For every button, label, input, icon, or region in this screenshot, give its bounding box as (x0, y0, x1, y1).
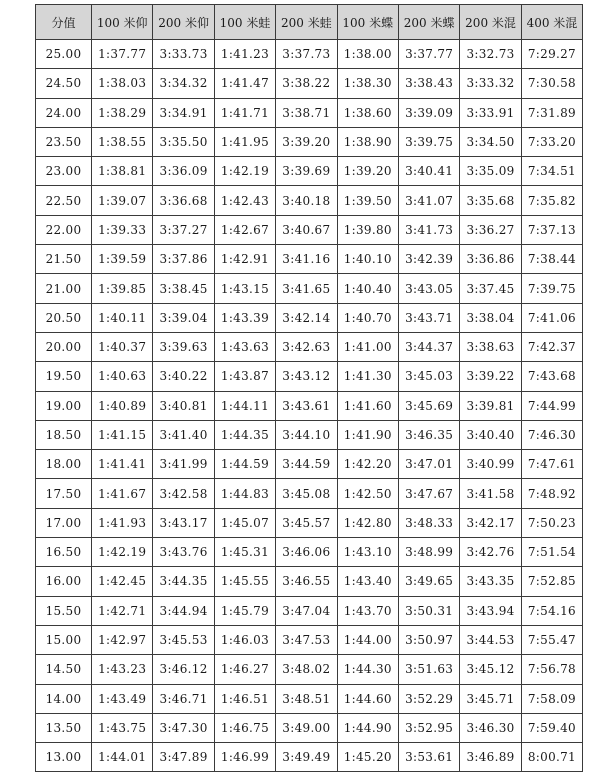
table-row (36, 245, 583, 274)
scoring-table-document (35, 4, 582, 772)
table-row (36, 567, 583, 596)
time-cell: 3:41.99 (153, 450, 214, 479)
time-cell: 1:41.30 (337, 362, 398, 391)
time-cell: 1:39.80 (337, 215, 398, 244)
time-cell: 1:45.55 (214, 567, 275, 596)
table-row (36, 186, 583, 215)
time-cell: 3:39.81 (460, 391, 521, 420)
time-cell: 7:47.61 (521, 450, 582, 479)
time-cell: 3:43.94 (460, 596, 521, 625)
time-cell: 3:41.58 (460, 479, 521, 508)
time-cell: 3:36.68 (153, 186, 214, 215)
time-cell: 3:42.76 (460, 538, 521, 567)
time-cell: 3:48.51 (276, 684, 337, 713)
header-event: 200 米蝶 (398, 5, 459, 40)
time-cell: 1:40.63 (92, 362, 153, 391)
time-cell: 7:48.92 (521, 479, 582, 508)
time-cell: 3:39.69 (276, 157, 337, 186)
time-cell: 3:42.14 (276, 303, 337, 332)
time-cell: 1:46.99 (214, 743, 275, 772)
time-cell: 1:43.40 (337, 567, 398, 596)
time-cell: 1:45.79 (214, 596, 275, 625)
time-cell: 1:42.71 (92, 596, 153, 625)
time-cell: 7:30.58 (521, 69, 582, 98)
score-cell: 17.00 (36, 508, 92, 537)
table-row (36, 596, 583, 625)
time-cell: 3:36.09 (153, 157, 214, 186)
header-event: 100 米蛙 (214, 5, 275, 40)
time-cell: 3:44.10 (276, 420, 337, 449)
score-cell: 22.00 (36, 215, 92, 244)
time-cell: 3:38.22 (276, 69, 337, 98)
time-cell: 3:45.57 (276, 508, 337, 537)
time-cell: 3:50.31 (398, 596, 459, 625)
score-cell: 18.50 (36, 420, 92, 449)
time-cell: 1:41.95 (214, 127, 275, 156)
time-cell: 3:42.39 (398, 245, 459, 274)
time-cell: 1:40.40 (337, 274, 398, 303)
time-cell: 3:49.00 (276, 713, 337, 742)
time-cell: 1:46.75 (214, 713, 275, 742)
score-cell: 23.00 (36, 157, 92, 186)
time-cell: 3:45.69 (398, 391, 459, 420)
table-row (36, 274, 583, 303)
time-cell: 3:39.22 (460, 362, 521, 391)
time-cell: 3:38.43 (398, 69, 459, 98)
time-cell: 1:41.90 (337, 420, 398, 449)
time-cell: 1:38.60 (337, 98, 398, 127)
time-cell: 1:41.71 (214, 98, 275, 127)
time-cell: 3:43.76 (153, 538, 214, 567)
time-cell: 7:43.68 (521, 362, 582, 391)
time-cell: 3:44.35 (153, 567, 214, 596)
score-cell: 16.00 (36, 567, 92, 596)
time-cell: 7:56.78 (521, 655, 582, 684)
time-cell: 1:41.60 (337, 391, 398, 420)
time-cell: 1:42.80 (337, 508, 398, 537)
time-cell: 3:37.86 (153, 245, 214, 274)
time-cell: 7:35.82 (521, 186, 582, 215)
time-cell: 1:38.29 (92, 98, 153, 127)
time-cell: 3:48.33 (398, 508, 459, 537)
time-cell: 3:50.97 (398, 625, 459, 654)
score-cell: 22.50 (36, 186, 92, 215)
time-cell: 3:52.95 (398, 713, 459, 742)
score-cell: 19.50 (36, 362, 92, 391)
score-cell: 24.50 (36, 69, 92, 98)
score-cell: 14.00 (36, 684, 92, 713)
score-cell: 25.00 (36, 40, 92, 69)
time-cell: 1:39.85 (92, 274, 153, 303)
time-cell: 7:42.37 (521, 332, 582, 361)
time-cell: 1:39.59 (92, 245, 153, 274)
time-cell: 3:37.27 (153, 215, 214, 244)
score-cell: 13.50 (36, 713, 92, 742)
time-cell: 3:40.18 (276, 186, 337, 215)
time-cell: 1:42.91 (214, 245, 275, 274)
time-cell: 3:43.05 (398, 274, 459, 303)
time-cell: 3:49.65 (398, 567, 459, 596)
time-cell: 3:35.68 (460, 186, 521, 215)
time-cell: 3:43.12 (276, 362, 337, 391)
scoring-table (35, 4, 583, 772)
time-cell: 3:45.53 (153, 625, 214, 654)
time-cell: 3:46.35 (398, 420, 459, 449)
time-cell: 3:46.55 (276, 567, 337, 596)
time-cell: 1:42.19 (92, 538, 153, 567)
time-cell: 7:59.40 (521, 713, 582, 742)
time-cell: 7:46.30 (521, 420, 582, 449)
time-cell: 7:38.44 (521, 245, 582, 274)
time-cell: 3:47.04 (276, 596, 337, 625)
time-cell: 3:42.58 (153, 479, 214, 508)
time-cell: 3:46.06 (276, 538, 337, 567)
table-row (36, 684, 583, 713)
table-row (36, 450, 583, 479)
header-event: 200 米混 (460, 5, 521, 40)
time-cell: 1:42.20 (337, 450, 398, 479)
score-cell: 20.50 (36, 303, 92, 332)
time-cell: 3:43.61 (276, 391, 337, 420)
score-cell: 20.00 (36, 332, 92, 361)
time-cell: 3:40.81 (153, 391, 214, 420)
time-cell: 3:40.67 (276, 215, 337, 244)
time-cell: 3:34.91 (153, 98, 214, 127)
time-cell: 3:43.35 (460, 567, 521, 596)
score-cell: 17.50 (36, 479, 92, 508)
time-cell: 3:45.71 (460, 684, 521, 713)
table-row (36, 157, 583, 186)
time-cell: 3:44.59 (276, 450, 337, 479)
time-cell: 3:33.91 (460, 98, 521, 127)
time-cell: 3:41.65 (276, 274, 337, 303)
table-row (36, 98, 583, 127)
table-row (36, 40, 583, 69)
time-cell: 3:36.86 (460, 245, 521, 274)
table-header-row (36, 5, 583, 40)
table-row (36, 127, 583, 156)
table-row (36, 420, 583, 449)
time-cell: 7:54.16 (521, 596, 582, 625)
score-cell: 15.50 (36, 596, 92, 625)
time-cell: 1:44.83 (214, 479, 275, 508)
time-cell: 7:33.20 (521, 127, 582, 156)
time-cell: 1:43.39 (214, 303, 275, 332)
table-row (36, 479, 583, 508)
time-cell: 1:44.11 (214, 391, 275, 420)
time-cell: 3:45.12 (460, 655, 521, 684)
header-event: 200 米仰 (153, 5, 214, 40)
time-cell: 7:39.75 (521, 274, 582, 303)
time-cell: 1:43.63 (214, 332, 275, 361)
time-cell: 1:44.35 (214, 420, 275, 449)
time-cell: 1:43.23 (92, 655, 153, 684)
time-cell: 1:43.75 (92, 713, 153, 742)
time-cell: 1:46.51 (214, 684, 275, 713)
time-cell: 3:34.50 (460, 127, 521, 156)
time-cell: 3:39.09 (398, 98, 459, 127)
time-cell: 1:42.97 (92, 625, 153, 654)
time-cell: 3:40.22 (153, 362, 214, 391)
time-cell: 7:31.89 (521, 98, 582, 127)
time-cell: 1:43.15 (214, 274, 275, 303)
time-cell: 3:39.20 (276, 127, 337, 156)
time-cell: 7:51.54 (521, 538, 582, 567)
time-cell: 1:44.59 (214, 450, 275, 479)
time-cell: 3:46.12 (153, 655, 214, 684)
score-cell: 14.50 (36, 655, 92, 684)
header-event: 100 米蝶 (337, 5, 398, 40)
time-cell: 1:38.30 (337, 69, 398, 98)
score-cell: 23.50 (36, 127, 92, 156)
time-cell: 3:43.17 (153, 508, 214, 537)
time-cell: 1:38.55 (92, 127, 153, 156)
time-cell: 3:41.73 (398, 215, 459, 244)
time-cell: 3:33.73 (153, 40, 214, 69)
time-cell: 1:44.60 (337, 684, 398, 713)
time-cell: 3:46.71 (153, 684, 214, 713)
time-cell: 1:46.03 (214, 625, 275, 654)
time-cell: 1:41.23 (214, 40, 275, 69)
time-cell: 3:48.99 (398, 538, 459, 567)
table-row (36, 332, 583, 361)
time-cell: 1:41.41 (92, 450, 153, 479)
time-cell: 3:35.50 (153, 127, 214, 156)
time-cell: 3:40.40 (460, 420, 521, 449)
time-cell: 3:53.61 (398, 743, 459, 772)
time-cell: 1:44.01 (92, 743, 153, 772)
time-cell: 3:41.40 (153, 420, 214, 449)
time-cell: 1:40.37 (92, 332, 153, 361)
time-cell: 7:44.99 (521, 391, 582, 420)
time-cell: 3:32.73 (460, 40, 521, 69)
table-row (36, 508, 583, 537)
time-cell: 3:46.89 (460, 743, 521, 772)
time-cell: 1:38.03 (92, 69, 153, 98)
time-cell: 3:47.89 (153, 743, 214, 772)
time-cell: 1:39.07 (92, 186, 153, 215)
table-row (36, 303, 583, 332)
table-row (36, 625, 583, 654)
score-cell: 16.50 (36, 538, 92, 567)
time-cell: 8:00.71 (521, 743, 582, 772)
time-cell: 1:44.90 (337, 713, 398, 742)
table-row (36, 362, 583, 391)
time-cell: 3:34.32 (153, 69, 214, 98)
time-cell: 1:42.50 (337, 479, 398, 508)
time-cell: 1:45.07 (214, 508, 275, 537)
time-cell: 1:41.93 (92, 508, 153, 537)
time-cell: 7:41.06 (521, 303, 582, 332)
time-cell: 1:40.89 (92, 391, 153, 420)
time-cell: 1:41.67 (92, 479, 153, 508)
time-cell: 1:43.70 (337, 596, 398, 625)
time-cell: 1:40.11 (92, 303, 153, 332)
time-cell: 1:39.50 (337, 186, 398, 215)
time-cell: 3:39.04 (153, 303, 214, 332)
time-cell: 1:40.10 (337, 245, 398, 274)
time-cell: 1:39.20 (337, 157, 398, 186)
time-cell: 3:41.16 (276, 245, 337, 274)
time-cell: 3:37.77 (398, 40, 459, 69)
time-cell: 1:38.90 (337, 127, 398, 156)
time-cell: 3:39.75 (398, 127, 459, 156)
time-cell: 3:40.99 (460, 450, 521, 479)
time-cell: 3:35.09 (460, 157, 521, 186)
time-cell: 7:50.23 (521, 508, 582, 537)
time-cell: 1:44.00 (337, 625, 398, 654)
time-cell: 3:42.17 (460, 508, 521, 537)
header-event: 400 米混 (521, 5, 582, 40)
header-score: 分值 (36, 5, 92, 40)
table-row (36, 69, 583, 98)
time-cell: 3:41.07 (398, 186, 459, 215)
time-cell: 3:45.08 (276, 479, 337, 508)
time-cell: 7:55.47 (521, 625, 582, 654)
time-cell: 1:43.10 (337, 538, 398, 567)
time-cell: 1:46.27 (214, 655, 275, 684)
time-cell: 3:38.63 (460, 332, 521, 361)
score-cell: 18.00 (36, 450, 92, 479)
score-cell: 21.50 (36, 245, 92, 274)
time-cell: 1:45.31 (214, 538, 275, 567)
time-cell: 7:37.13 (521, 215, 582, 244)
score-cell: 21.00 (36, 274, 92, 303)
time-cell: 1:41.15 (92, 420, 153, 449)
time-cell: 3:36.27 (460, 215, 521, 244)
time-cell: 7:52.85 (521, 567, 582, 596)
time-cell: 1:45.20 (337, 743, 398, 772)
time-cell: 3:45.03 (398, 362, 459, 391)
time-cell: 3:46.30 (460, 713, 521, 742)
time-cell: 3:39.63 (153, 332, 214, 361)
time-cell: 3:38.71 (276, 98, 337, 127)
score-cell: 15.00 (36, 625, 92, 654)
table-row (36, 538, 583, 567)
time-cell: 1:41.47 (214, 69, 275, 98)
time-cell: 1:42.67 (214, 215, 275, 244)
time-cell: 3:42.63 (276, 332, 337, 361)
time-cell: 3:52.29 (398, 684, 459, 713)
time-cell: 3:33.32 (460, 69, 521, 98)
time-cell: 3:47.67 (398, 479, 459, 508)
time-cell: 3:43.71 (398, 303, 459, 332)
time-cell: 3:44.53 (460, 625, 521, 654)
time-cell: 1:43.49 (92, 684, 153, 713)
time-cell: 3:40.41 (398, 157, 459, 186)
table-row (36, 215, 583, 244)
time-cell: 3:51.63 (398, 655, 459, 684)
time-cell: 1:40.70 (337, 303, 398, 332)
time-cell: 3:47.53 (276, 625, 337, 654)
time-cell: 3:37.45 (460, 274, 521, 303)
time-cell: 1:38.00 (337, 40, 398, 69)
time-cell: 3:49.49 (276, 743, 337, 772)
time-cell: 3:38.45 (153, 274, 214, 303)
time-cell: 3:47.01 (398, 450, 459, 479)
table-row (36, 655, 583, 684)
header-event: 200 米蛙 (276, 5, 337, 40)
time-cell: 3:47.30 (153, 713, 214, 742)
time-cell: 1:39.33 (92, 215, 153, 244)
table-row (36, 391, 583, 420)
time-cell: 1:42.19 (214, 157, 275, 186)
score-cell: 13.00 (36, 743, 92, 772)
time-cell: 7:58.09 (521, 684, 582, 713)
time-cell: 1:44.30 (337, 655, 398, 684)
time-cell: 3:44.37 (398, 332, 459, 361)
table-body (36, 40, 583, 772)
time-cell: 1:37.77 (92, 40, 153, 69)
header-event: 100 米仰 (92, 5, 153, 40)
time-cell: 1:38.81 (92, 157, 153, 186)
time-cell: 7:34.51 (521, 157, 582, 186)
time-cell: 1:43.87 (214, 362, 275, 391)
time-cell: 1:41.00 (337, 332, 398, 361)
time-cell: 3:48.02 (276, 655, 337, 684)
table-row (36, 743, 583, 772)
time-cell: 1:42.43 (214, 186, 275, 215)
score-cell: 24.00 (36, 98, 92, 127)
table-row (36, 713, 583, 742)
score-cell: 19.00 (36, 391, 92, 420)
time-cell: 3:37.73 (276, 40, 337, 69)
time-cell: 7:29.27 (521, 40, 582, 69)
time-cell: 3:38.04 (460, 303, 521, 332)
time-cell: 3:44.94 (153, 596, 214, 625)
time-cell: 1:42.45 (92, 567, 153, 596)
